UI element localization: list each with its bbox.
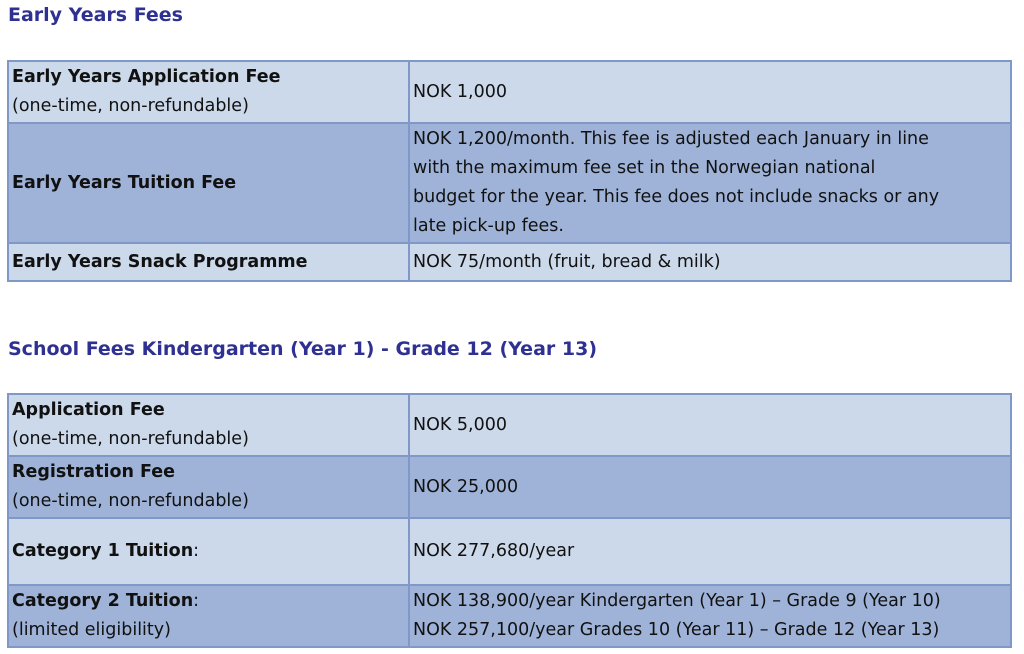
- fee-label-cell: [8, 394, 409, 456]
- fee-note: (one-time, non-refundable): [12, 491, 249, 511]
- early-years-fee-table: [7, 60, 1012, 282]
- label-suffix: :: [193, 591, 200, 611]
- fee-note: (limited eligibility): [12, 620, 171, 640]
- table-row: [8, 456, 1011, 518]
- fee-label: Early Years Snack Programme: [12, 251, 308, 272]
- fee-label-cell: [8, 585, 409, 647]
- school-fees-heading: School Fees Kindergarten (Year 1) - Grade 12 (Year 13): [8, 338, 597, 360]
- fee-value-cell: [409, 61, 1011, 123]
- fee-label: Application Fee: [12, 400, 165, 420]
- fee-note: (one-time, non-refundable): [12, 429, 249, 449]
- fee-value: NOK 75/month (fruit, bread & milk): [413, 251, 721, 272]
- fee-value-cell: [409, 456, 1011, 518]
- fee-label-cell: [8, 243, 409, 281]
- fee-value-line: NOK 1,200/month. This fee is adjusted each January in line: [413, 129, 929, 149]
- fee-value-cell: [409, 394, 1011, 456]
- table-row: [8, 243, 1011, 281]
- fee-value: NOK 277,680/year: [413, 541, 575, 561]
- fee-label: Registration Fee: [12, 462, 176, 482]
- fee-label: Early Years Tuition Fee: [12, 172, 237, 193]
- fee-value-cell: [409, 123, 1011, 243]
- table-row: [8, 123, 1011, 243]
- fee-value-line: budget for the year. This fee does not include snacks or any: [413, 187, 940, 207]
- fee-label: Category 2 Tuition: [12, 591, 194, 611]
- fee-label-cell: [8, 456, 409, 518]
- fee-note: (one-time, non-refundable): [12, 96, 249, 116]
- fee-value: NOK 1,000: [413, 81, 508, 102]
- fee-value-line: NOK 138,900/year Kindergarten (Year 1) – Grade 9 (Year 10): [413, 591, 941, 611]
- fee-label: Early Years Application Fee: [12, 67, 281, 87]
- table-row: [8, 585, 1011, 647]
- table-row: [8, 61, 1011, 123]
- fee-label-cell: [8, 123, 409, 243]
- label-suffix: :: [193, 541, 200, 561]
- fee-value: NOK 25,000: [413, 476, 519, 497]
- fee-value-cell: [409, 243, 1011, 281]
- early-years-heading: Early Years Fees: [8, 4, 183, 26]
- table-row: [8, 518, 1011, 585]
- fee-label-cell: [8, 518, 409, 585]
- school-fee-table: [7, 393, 1012, 648]
- table-row: [8, 394, 1011, 456]
- fee-label: Category 1 Tuition: [12, 541, 194, 561]
- fee-value: NOK 5,000: [413, 414, 508, 435]
- fee-value-line: with the maximum fee set in the Norwegian national: [413, 158, 876, 178]
- fee-label-cell: [8, 61, 409, 123]
- fee-value-cell: [409, 518, 1011, 585]
- fee-value-cell: [409, 585, 1011, 647]
- fee-label-line: [12, 587, 405, 616]
- fee-value-line: NOK 257,100/year Grades 10 (Year 11) – Grade 12 (Year 13): [413, 620, 940, 640]
- fee-value-line: late pick-up fees.: [413, 216, 564, 236]
